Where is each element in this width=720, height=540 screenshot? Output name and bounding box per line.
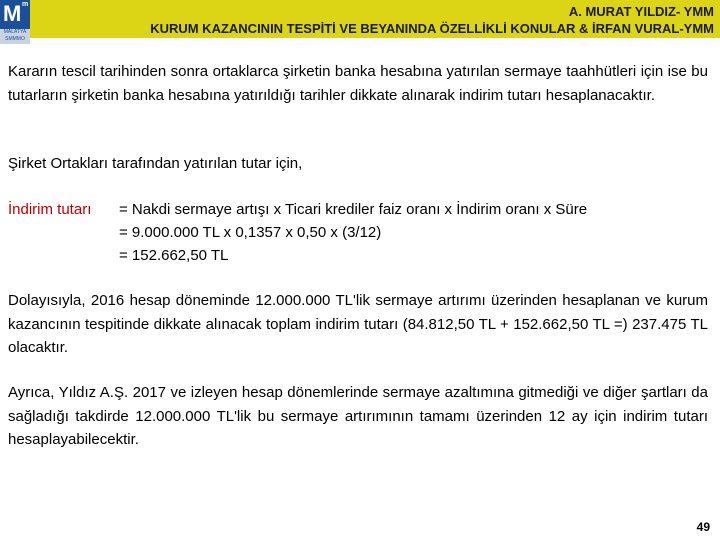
paragraph-1: Kararın tescil tarihinden sonra ortaklarca şirketin banka hesabına yatırılan sermaye taahhütleri için ise bu tutarların şirketin banka hesabına yatırıldığı tarihler dikkate alınarak indirim tutarı hesaplanacaktır.	[8, 63, 708, 104]
paragraph-3: Dolayısıyla, 2016 hesap döneminde 12.000.000 TL'lik sermaye artırımı üzerinden hesaplanan ve kurum kazancının tespitinde dikkate alınacak toplam indirim tutarı (84.812,50 TL + 152.662,50 TL =) 237.475 TL olacaktır.	[8, 292, 708, 356]
logo-line2: SMMMO	[5, 36, 25, 42]
formula-label: İndirim tutarı	[8, 201, 92, 218]
header-author: A. MURAT YILDIZ- YMM	[568, 4, 714, 19]
formula-line: = Nakdi sermaye artışı x Ticari krediler faiz oranı x İndirim oranı x Süre	[119, 201, 588, 218]
paragraph-4: Ayrıca, Yıldız A.Ş. 2017 ve izleyen hesap dönemlerinde sermaye azaltımına gitmediği ve diğer şartları da sağladığı takdirde 12.000.000 TL'lik bu sermaye artırımının tamamı üzerinden 12 ay için indirim tutarı hesaplayabilecektir.	[8, 384, 708, 448]
formula-line: = 9.000.000 TL x 0,1357 x 0,50 x (3/12)	[119, 224, 382, 241]
paragraph-2: Şirket Ortakları tarafından yatırılan tutar için,	[8, 155, 303, 172]
logo	[0, 0, 30, 44]
logo-subtitle	[0, 29, 30, 44]
page-number: 49	[696, 520, 710, 534]
logo-line1: MALATYA	[3, 29, 27, 35]
logo-sup: m	[22, 1, 29, 8]
formula-line: = 152.662,50 TL	[119, 247, 229, 264]
header-title: KURUM KAZANCININ TESPİTİ VE BEYANINDA ÖZELLİKLİ KONULAR & İRFAN VURAL-YMM	[150, 21, 714, 36]
formula	[8, 198, 587, 267]
logo-letter: M	[3, 1, 22, 26]
